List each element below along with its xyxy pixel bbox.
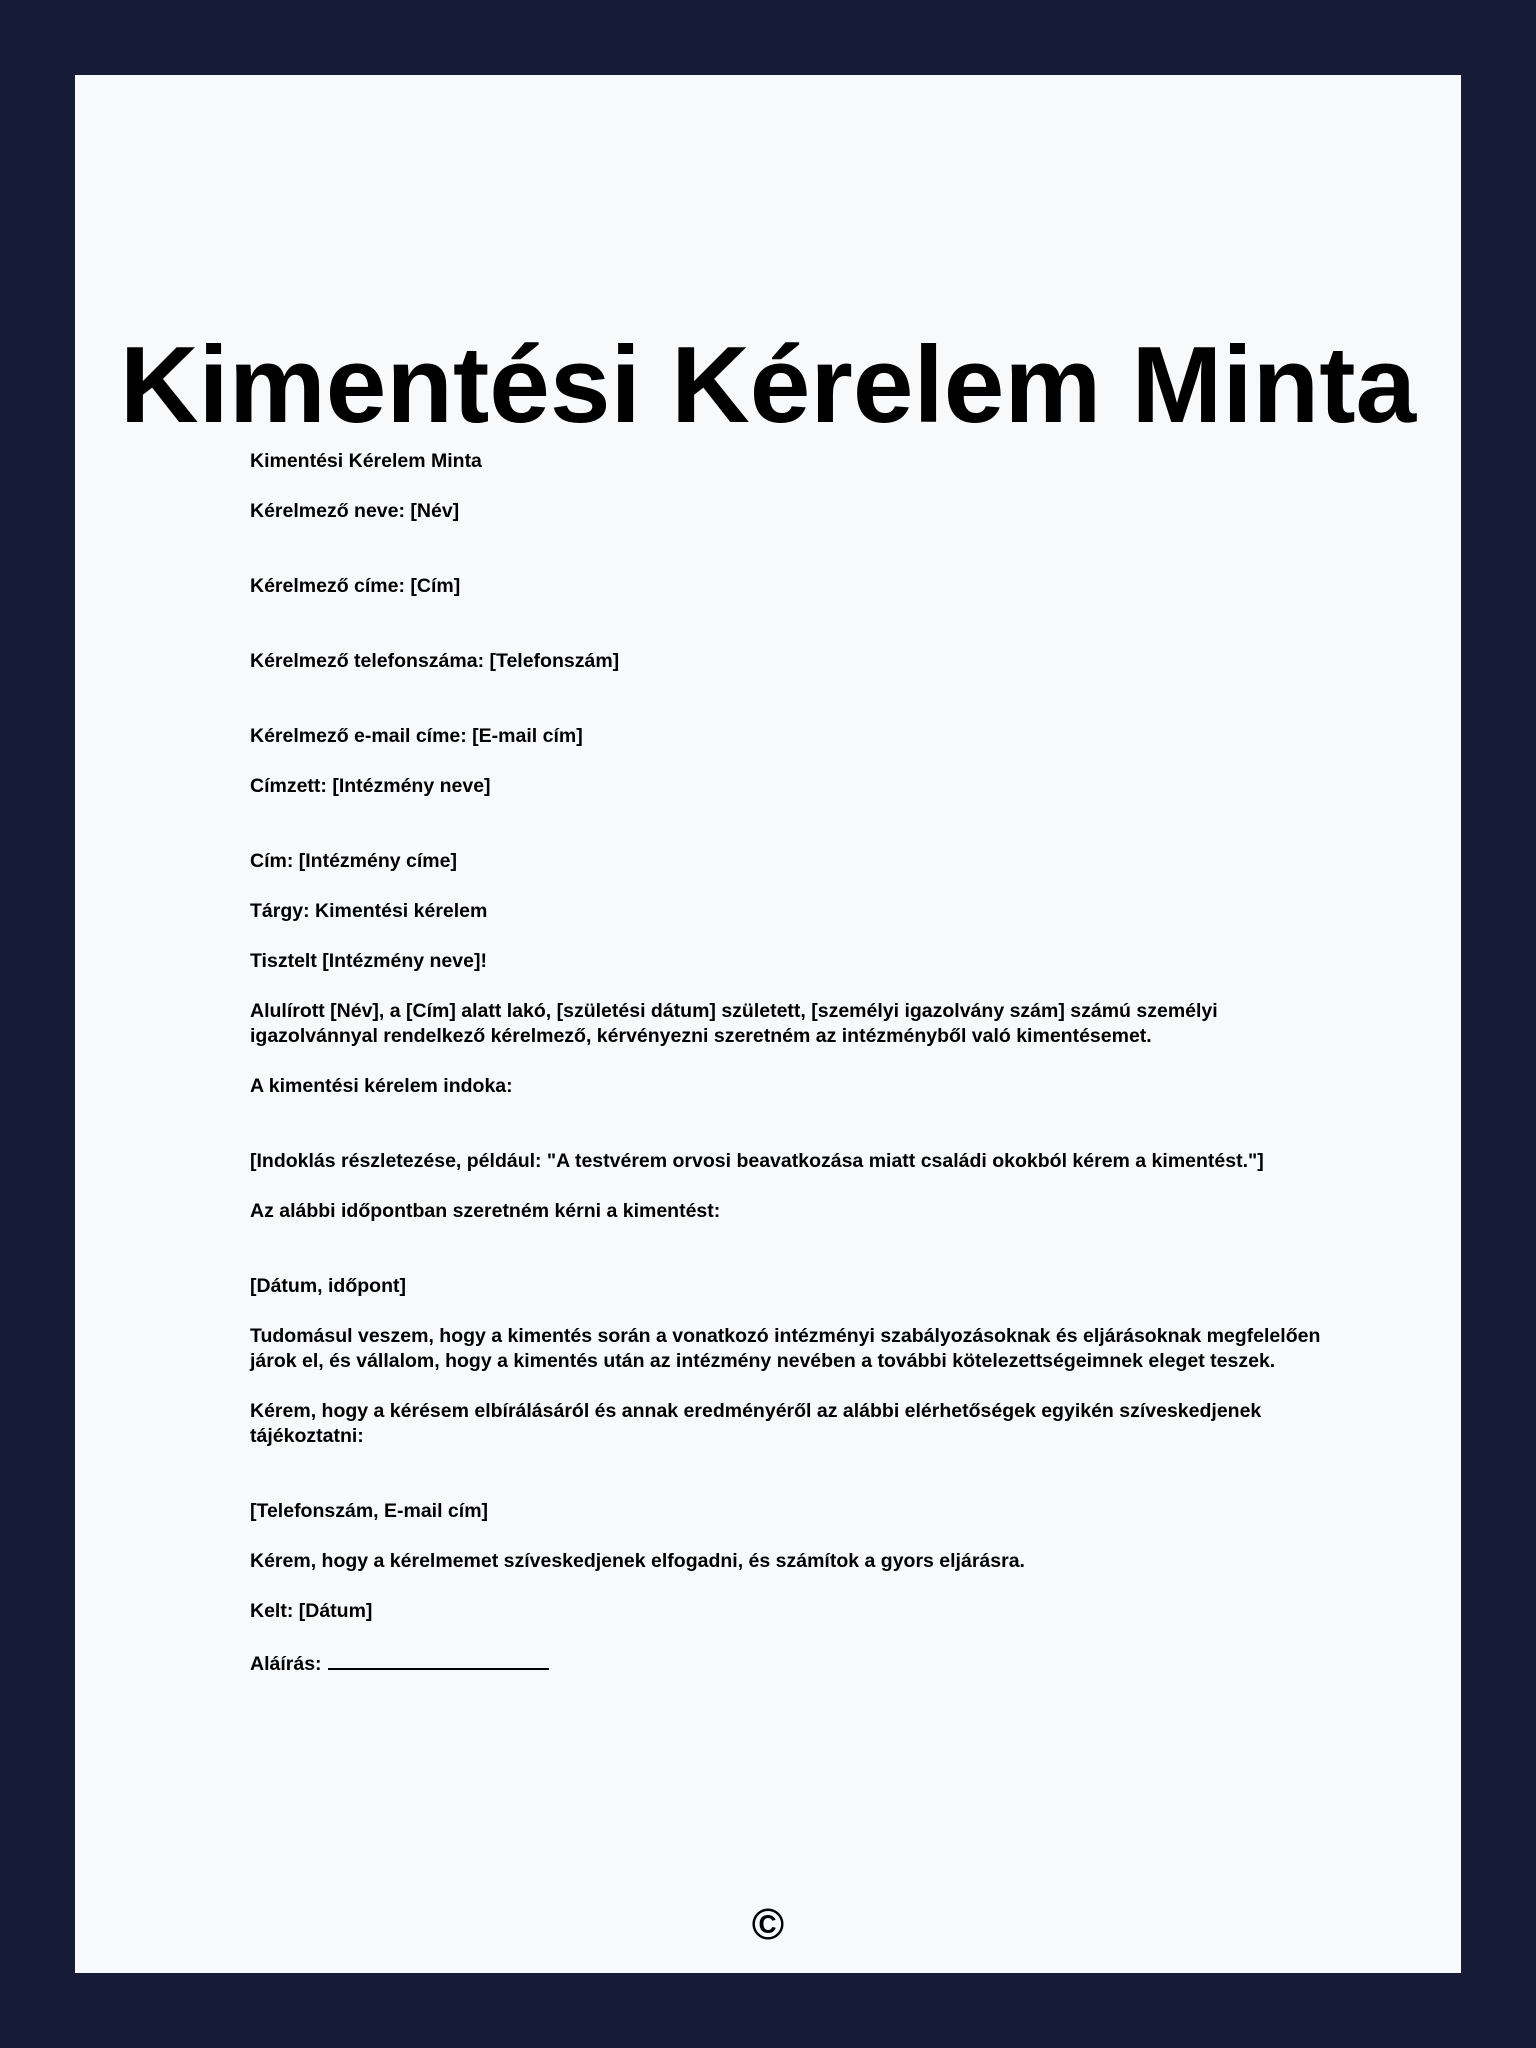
date-request-label: Az alábbi időpontban szeretném kérni a kimentést: bbox=[250, 1200, 721, 1222]
applicant-address: Kérelmező címe: [Cím] bbox=[250, 575, 461, 597]
applicant-name: Kérelmező neve: [Név] bbox=[250, 500, 460, 522]
signature-line bbox=[328, 1649, 549, 1670]
closing-paragraph: Kérem, hogy a kérelmemet szíveskedjenek elfogadni, és számítok a gyors eljárásra. bbox=[250, 1550, 1025, 1572]
contact-value: [Telefonszám, E-mail cím] bbox=[250, 1500, 489, 1522]
copyright-icon: © bbox=[751, 1900, 785, 1949]
signature-label: Aláírás: bbox=[250, 1653, 322, 1675]
salutation: Tisztelt [Intézmény neve]! bbox=[250, 950, 487, 972]
contact-request: Kérem, hogy a kérésem elbírálásáról és annak eredményéről az alábbi elérhetőségek egyikén szíveskedjenek tájékoztatni: bbox=[250, 1400, 1262, 1447]
intro-paragraph: Alulírott [Név], a [Cím] alatt lakó, [születési dátum] született, [személyi igazolvány szám] számú személyi igazolvánnyal rendelkező kérelmező, kérvényezni szeretném az intézményből való kimentésemet. bbox=[250, 1000, 1218, 1047]
date-request-value: [Dátum, időpont] bbox=[250, 1275, 406, 1297]
recipient-address: Cím: [Intézmény címe] bbox=[250, 850, 457, 872]
document-page bbox=[75, 75, 1461, 1973]
document-heading: Kimentési Kérelem Minta bbox=[250, 450, 482, 472]
page-title: Kimentési Kérelem Minta bbox=[119, 324, 1417, 446]
recipient: Címzett: [Intézmény neve] bbox=[250, 775, 491, 797]
dated-line: Kelt: [Dátum] bbox=[250, 1600, 373, 1622]
applicant-email: Kérelmező e-mail címe: [E-mail cím] bbox=[250, 725, 583, 747]
reason-text: [Indoklás részletezése, például: "A testvérem orvosi beavatkozása miatt családi okokból kérem a kimentést."] bbox=[250, 1150, 1264, 1172]
acknowledgement-paragraph: Tudomásul veszem, hogy a kimentés során a vonatkozó intézményi szabályozásoknak és eljárásoknak megfelelően járok el, és vállalom, hogy a kimentés után az intézmény nevében a további kötelezettségeimnek eleget teszek. bbox=[250, 1325, 1321, 1372]
subject-line: Tárgy: Kimentési kérelem bbox=[250, 900, 488, 922]
signature-row bbox=[250, 1649, 1330, 1677]
applicant-phone: Kérelmező telefonszáma: [Telefonszám] bbox=[250, 650, 620, 672]
reason-label: A kimentési kérelem indoka: bbox=[250, 1075, 513, 1097]
document-body bbox=[250, 449, 1330, 1677]
